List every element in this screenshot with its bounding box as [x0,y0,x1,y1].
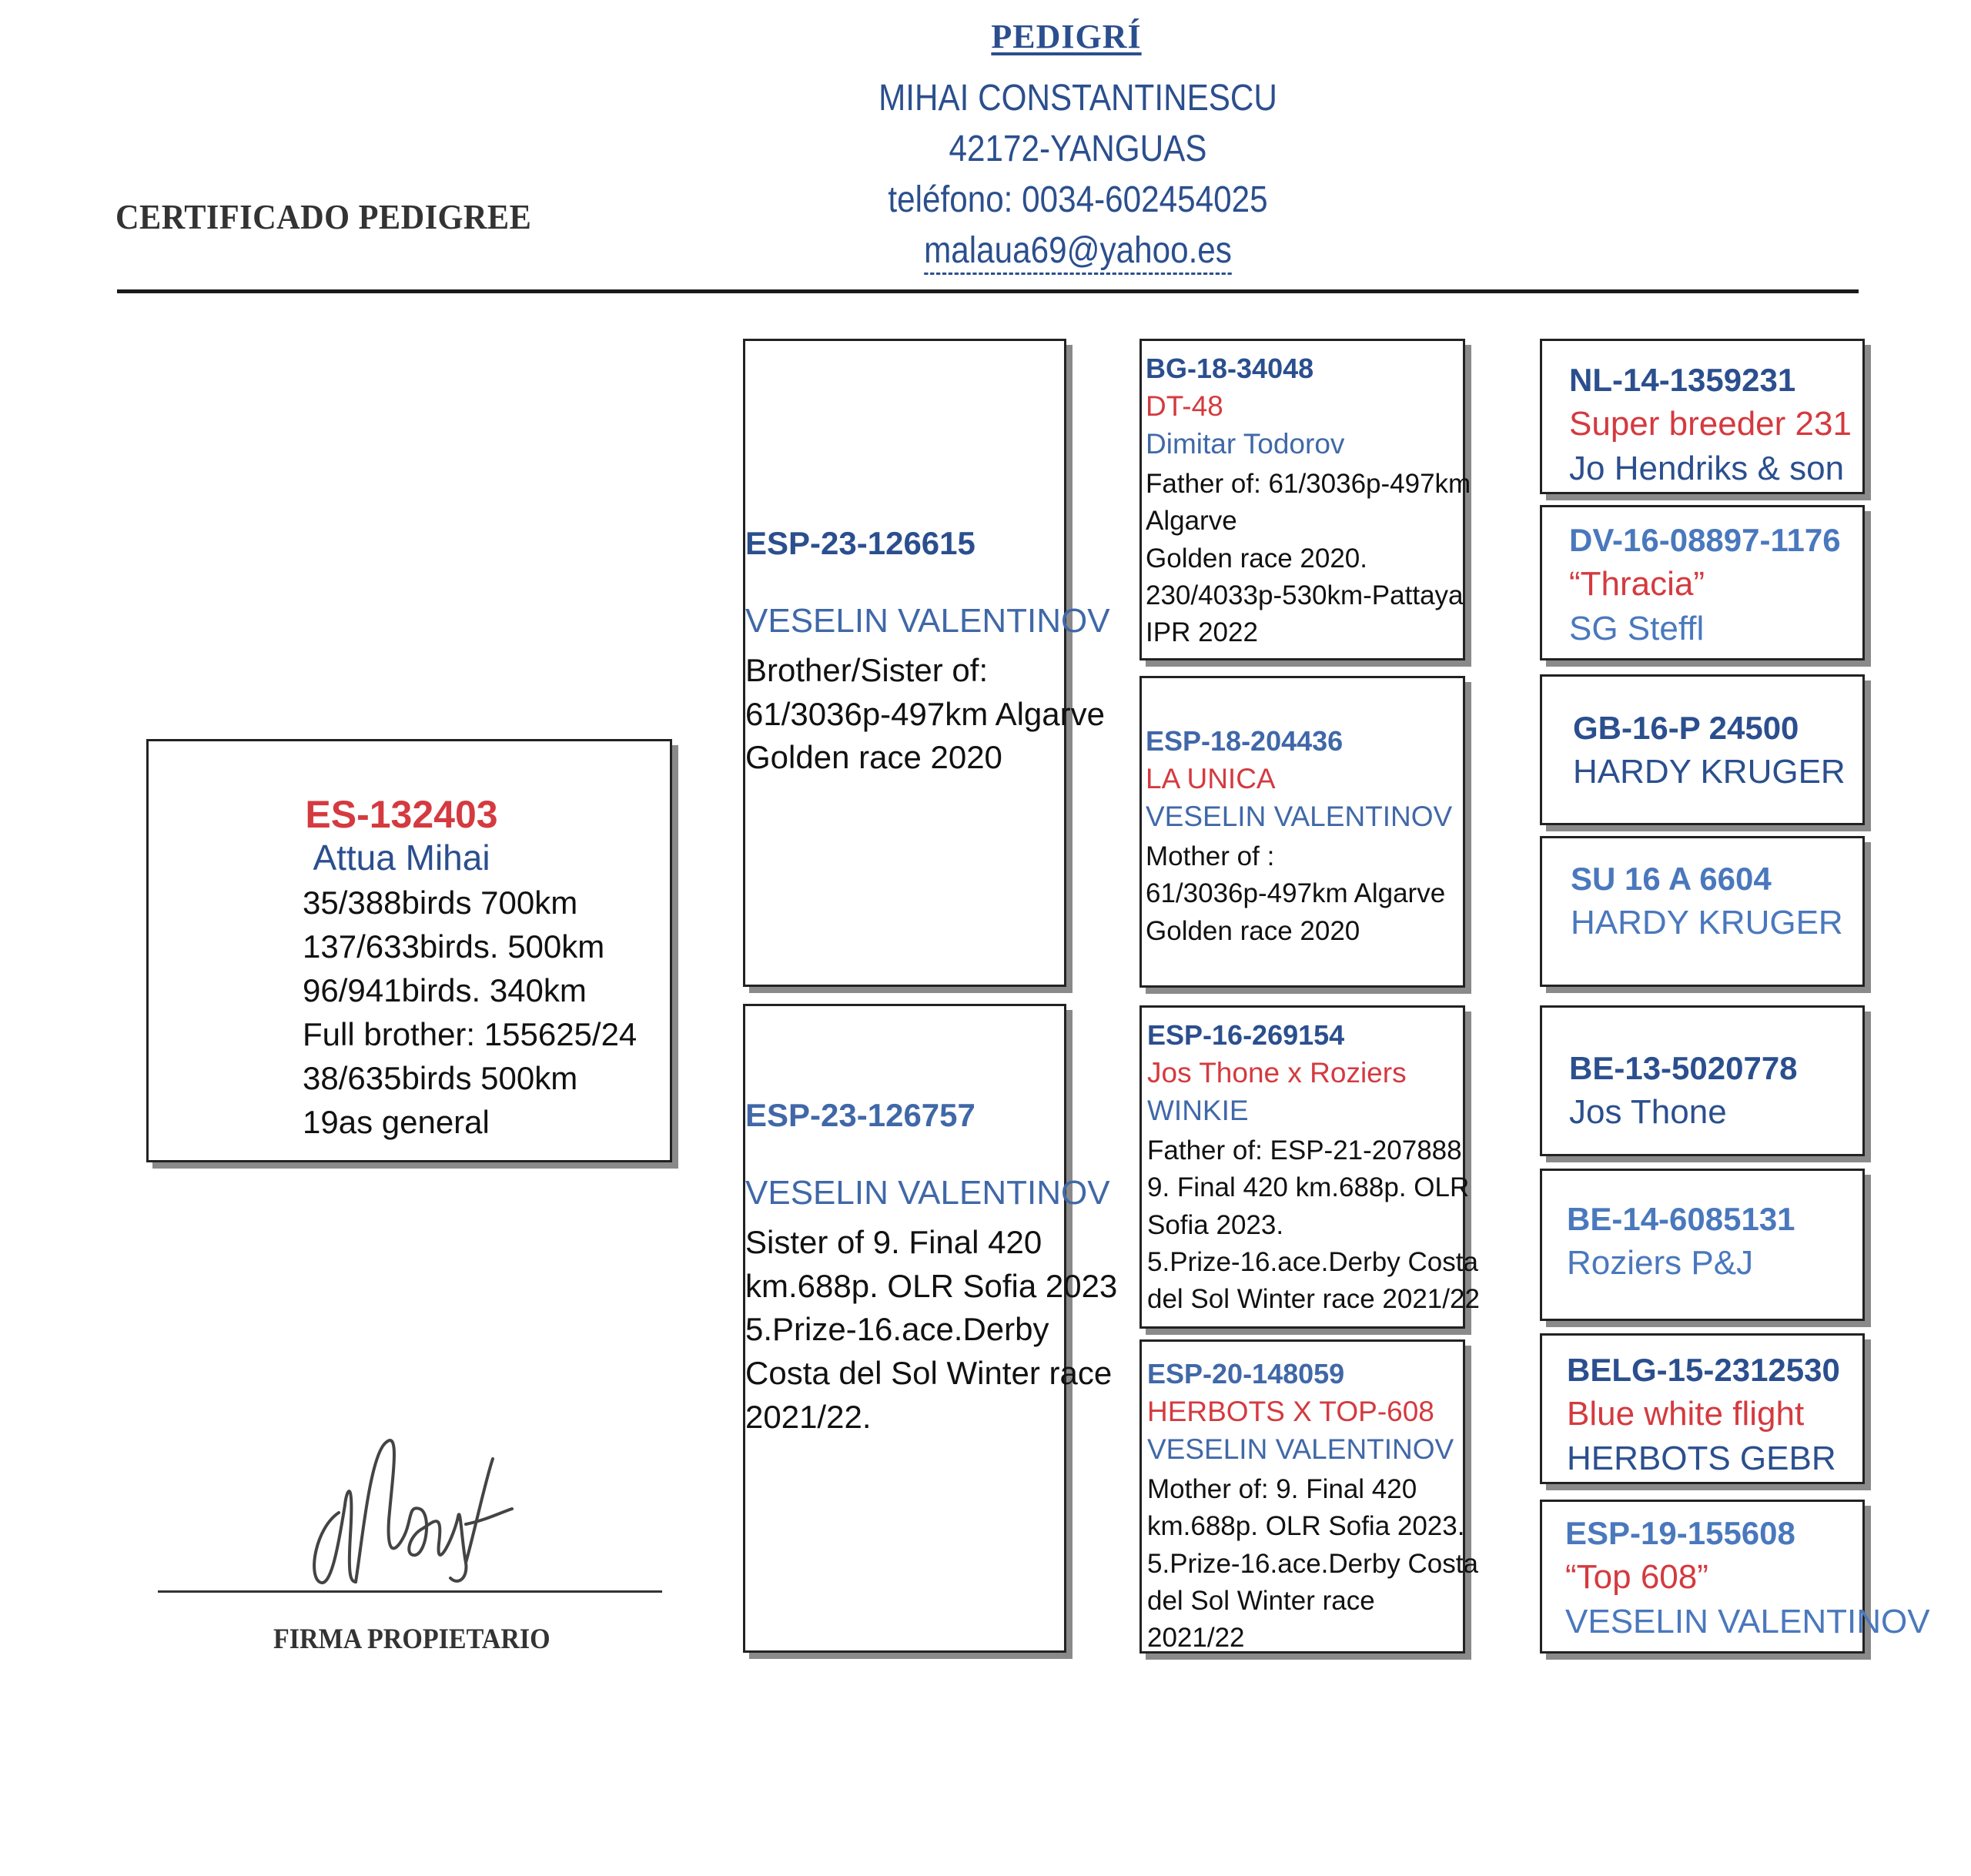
note-line: IPR 2022 [1146,617,1258,648]
note-line: Algarve [1146,506,1237,537]
subject-name: Attua Mihai [313,838,490,878]
note-line: Sofia 2023. [1147,1209,1284,1240]
great-grandparent-owner: HARDY KRUGER [1571,904,1843,941]
great-grandparent-ring: ESP-19-155608 [1565,1515,1795,1551]
grandparent-box [1139,1005,1480,1329]
dam-ring: ESP-23-126757 [745,1097,975,1133]
owner-email [807,229,1349,272]
great-grandparent-box [1540,1500,1930,1654]
subject-achievement: Full brother: 155625/24 [303,1016,637,1052]
grandparent-owner: VESELIN VALENTINOV [1147,1433,1454,1465]
grandparent-ring: BG-18-34048 [1146,353,1314,384]
owner-address: 42172-YANGUAS [949,129,1207,169]
note-line: km.688p. OLR Sofia 2023 [745,1267,1118,1304]
grandparent-box [1139,676,1465,988]
sire-note [745,649,1110,780]
grandparent-box [1139,1339,1478,1654]
great-grandparent-ring: GB-16-P 24500 [1573,710,1799,746]
grandparent-owner: Dimitar Todorov [1146,428,1345,460]
great-grandparent-ring: BE-14-6085131 [1567,1201,1795,1237]
owner-phone: teléfono: 0034-602454025 [888,179,1268,220]
dam-owner: VESELIN VALENTINOV [745,1174,1110,1212]
grandparent-note [1146,466,1471,651]
note-line: Mother of: 9. Final 420 [1147,1474,1417,1504]
dam-note [745,1221,1117,1439]
note-line: Brother/Sister of: [745,652,989,688]
great-grandparent-owner: Jo Hendriks & son [1569,450,1845,487]
grandparent-name: HERBOTS X TOP-608 [1147,1396,1434,1427]
grandparent-ring: ESP-16-269154 [1147,1019,1345,1051]
great-grandparent-ring: BELG-15-2312530 [1567,1352,1840,1388]
owner-name: MIHAI CONSTANTINESCU [878,78,1277,119]
owner-signature [300,1428,524,1590]
note-line: Mother of : [1146,841,1275,871]
note-line: del Sol Winter race [1147,1585,1375,1616]
grandparent-box [1139,339,1471,660]
note-line: del Sol Winter race 2021/22 [1147,1284,1480,1315]
note-line: 5.Prize-16.ace.Derby Costa [1147,1246,1478,1277]
note-line: 5.Prize-16.ace.Derby [745,1311,1049,1348]
sire-box [743,339,1110,987]
certificate-title: CERTIFICADO PEDIGREE [115,197,532,236]
grandparent-note [1146,838,1452,950]
page-title: PEDIGRÍ [991,18,1142,55]
note-line: Father of: ESP-21-207888 [1147,1135,1462,1165]
great-grandparent-name: Blue white flight [1567,1395,1805,1433]
great-grandparent-box [1540,1005,1865,1156]
subject-achievement: 19as general [303,1104,490,1140]
subject-achievement: 96/941birds. 340km [303,972,587,1008]
note-line: Golden race 2020 [1146,915,1360,946]
sire-owner: VESELIN VALENTINOV [745,602,1110,640]
note-line: 9. Final 420 km.688p. OLR [1147,1172,1470,1203]
signature-label: FIRMA PROPIETARIO [273,1624,550,1655]
subject-achievement: 38/635birds 500km [303,1060,578,1096]
grandparent-ring: ESP-20-148059 [1147,1358,1345,1389]
subject-ring: ES-132403 [305,793,498,836]
great-grandparent-ring: BE-13-5020778 [1569,1050,1798,1086]
great-grandparent-owner: VESELIN VALENTINOV [1565,1603,1930,1640]
header-divider [117,289,1859,293]
great-grandparent-name: “Top 608” [1565,1558,1708,1596]
great-grandparent-name: Super breeder 231 [1569,405,1852,443]
note-line: Sister of 9. Final 420 [745,1224,1042,1260]
grandparent-name: Jos Thone x Roziers [1147,1057,1407,1088]
subject-achievement: 137/633birds. 500km [303,928,605,965]
grandparent-note [1147,1132,1480,1318]
great-grandparent-ring: NL-14-1359231 [1569,362,1796,398]
note-line: 5.Prize-16.ace.Derby Costa [1147,1548,1478,1579]
subject-box [146,739,672,1162]
great-grandparent-owner: SG Steffl [1569,610,1705,647]
great-grandparent-box [1540,674,1865,825]
note-line: Golden race 2020. [1146,543,1367,574]
great-grandparent-ring: DV-16-08897-1176 [1569,522,1841,558]
signature-line [158,1590,662,1593]
email-link[interactable]: malaua69@yahoo.es [924,230,1232,275]
great-grandparent-box [1540,339,1865,494]
note-line: 61/3036p-497km Algarve [745,695,1105,732]
great-grandparent-owner: HERBOTS GEBR [1567,1440,1836,1477]
great-grandparent-box [1540,1333,1865,1484]
note-line: Costa del Sol Winter race [745,1355,1113,1392]
subject-achievement: 35/388birds 700km [303,884,578,921]
sire-ring: ESP-23-126615 [745,525,975,561]
grandparent-ring: ESP-18-204436 [1146,725,1344,757]
note-line: 61/3036p-497km Algarve [1146,878,1446,909]
grandparent-name: DT-48 [1146,390,1223,422]
great-grandparent-box [1540,1169,1865,1321]
great-grandparent-ring: SU 16 A 6604 [1571,861,1772,897]
note-line: Golden race 2020 [745,739,1002,776]
great-grandparent-owner: Jos Thone [1569,1093,1727,1131]
note-line: 230/4033p-530km-Pattaya [1146,580,1464,610]
great-grandparent-box [1540,836,1865,987]
note-line: Father of: 61/3036p-497km [1146,469,1471,499]
grandparent-note [1147,1471,1478,1657]
note-line: 2021/22 [1147,1623,1245,1654]
grandparent-owner: VESELIN VALENTINOV [1146,801,1453,832]
grandparent-owner: WINKIE [1147,1095,1249,1126]
note-line: 2021/22. [745,1398,872,1435]
great-grandparent-owner: Roziers P&J [1567,1244,1754,1282]
great-grandparent-box [1540,505,1865,660]
note-line: km.688p. OLR Sofia 2023. [1147,1511,1465,1542]
great-grandparent-owner: HARDY KRUGER [1573,753,1846,791]
dam-box [743,1004,1118,1653]
grandparent-name: LA UNICA [1146,763,1276,794]
great-grandparent-name: “Thracia” [1569,565,1705,603]
